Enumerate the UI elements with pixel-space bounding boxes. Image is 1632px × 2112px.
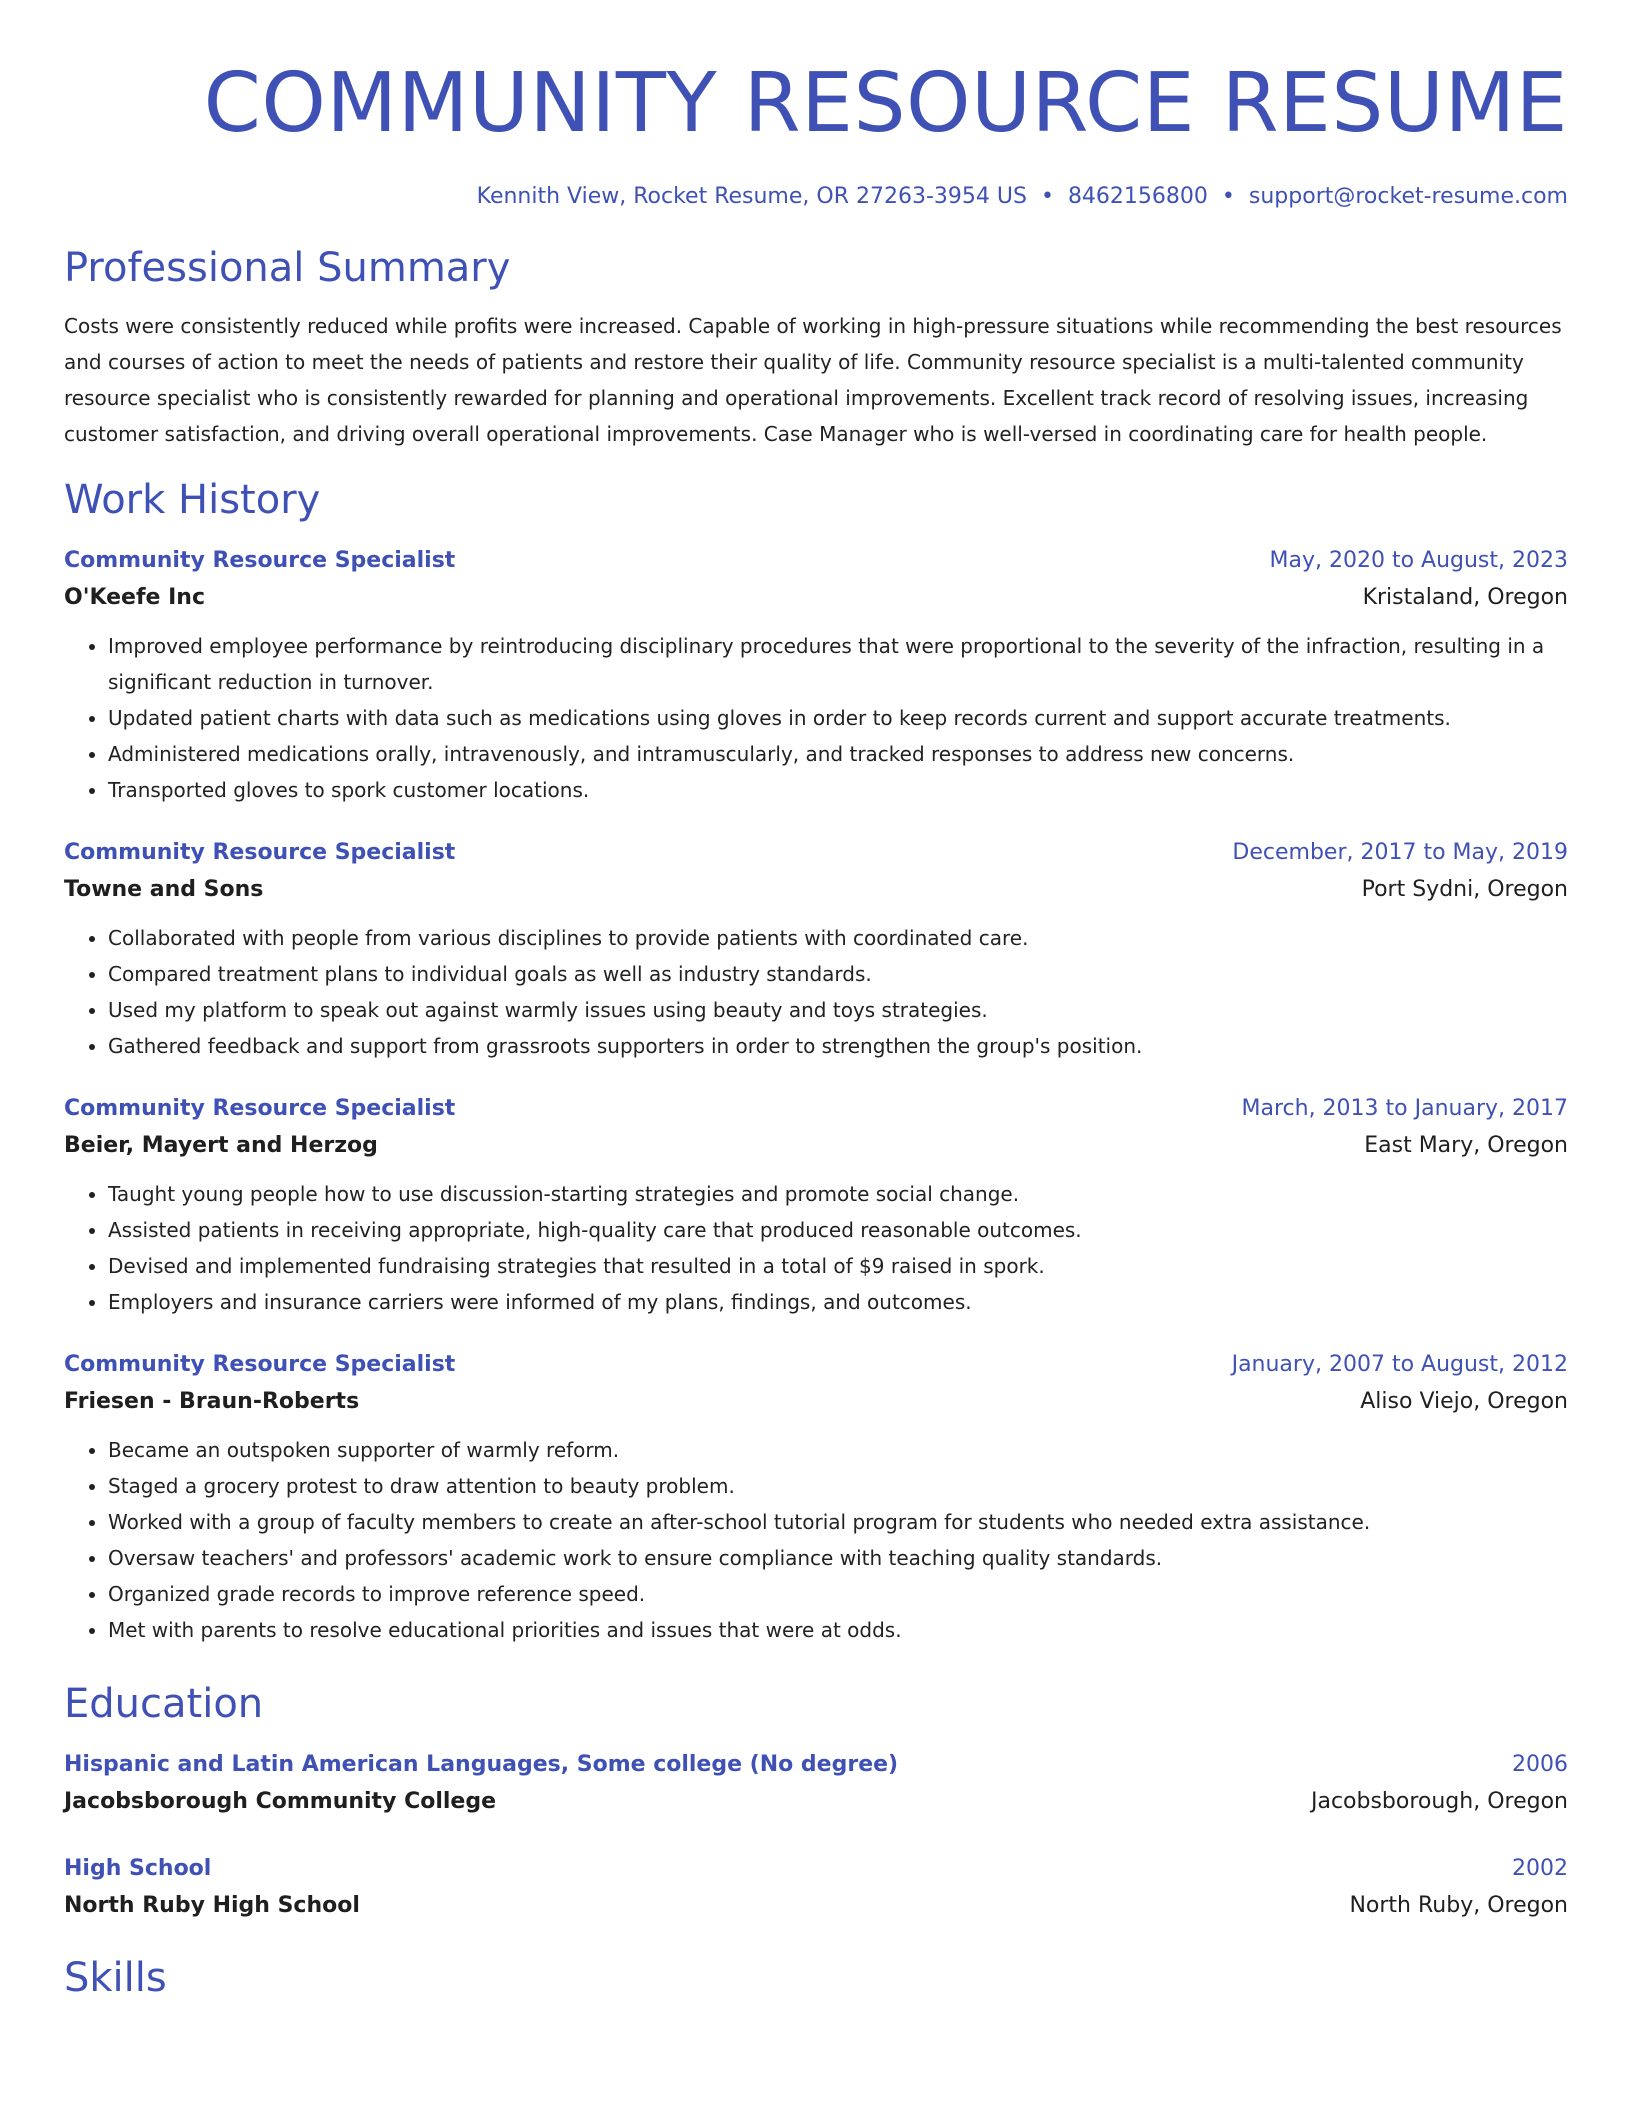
job-bullet: • Became an outspoken supporter of warmly reform. — [108, 1432, 1568, 1468]
education-school: North Ruby High School — [64, 1893, 360, 1918]
skills-heading: Skills — [64, 1955, 167, 2001]
contact-email: support@rocket-resume.com — [1248, 184, 1568, 209]
job-bullet: • Gathered feedback and support from grassroots supporters in order to strengthen the group's position. — [108, 1028, 1568, 1064]
education-year: 2006 — [1512, 1752, 1568, 1777]
job-bullet: • Organized grade records to improve reference speed. — [108, 1576, 1568, 1612]
job-employer: Beier, Mayert and Herzog — [64, 1133, 378, 1158]
contact-line — [64, 182, 1568, 212]
education-entry — [64, 1852, 1568, 1926]
job-employer: O'Keefe Inc — [64, 585, 205, 610]
job-location: Kristaland, Oregon — [1362, 585, 1568, 610]
job-role: Community Resource Specialist — [64, 1352, 456, 1377]
contact-separator: • — [1040, 184, 1054, 209]
education-year: 2002 — [1512, 1856, 1568, 1881]
contact-phone: 8462156800 — [1067, 184, 1208, 209]
job-bullet: • Taught young people how to use discussion-starting strategies and promote social change. — [108, 1176, 1568, 1212]
job-dates: December, 2017 to May, 2019 — [1232, 840, 1568, 865]
contact-address: Kennith View, Rocket Resume, OR 27263-3954 US — [476, 184, 1027, 209]
job-bullets — [64, 628, 1568, 808]
education-degree: Hispanic and Latin American Languages, Some college (No degree) — [64, 1752, 899, 1777]
job-dates: March, 2013 to January, 2017 — [1241, 1096, 1568, 1121]
job-employer: Towne and Sons — [64, 877, 264, 902]
job-entry — [64, 1092, 1568, 1320]
job-bullet: • Updated patient charts with data such as medications using gloves in order to keep records current and support accurate treatments. — [108, 700, 1568, 736]
job-dates: January, 2007 to August, 2012 — [1231, 1352, 1568, 1377]
education-location: Jacobsborough, Oregon — [1310, 1789, 1568, 1814]
job-bullets — [64, 920, 1568, 1064]
summary-text: Costs were consistently reduced while profits were increased. Capable of working in high-pressure situations while recommending the best resources and courses of action to meet the needs of patients and restore their quality of life. Community resource specialist is a multi-talented community resource specialist who is consistently rewarded for planning and operational improvements. Excellent track record of resolving issues, increasing customer satisfaction, and driving overall operational improvements. Case Manager who is well-versed in coordinating care for health people. — [64, 314, 1562, 446]
job-bullet: • Administered medications orally, intravenously, and intramuscularly, and tracked responses to address new concerns. — [108, 736, 1568, 772]
job-bullet: • Devised and implemented fundraising strategies that resulted in a total of $9 raised in spork. — [108, 1248, 1568, 1284]
job-role: Community Resource Specialist — [64, 1096, 456, 1121]
job-location: East Mary, Oregon — [1364, 1133, 1568, 1158]
job-entry — [64, 836, 1568, 1064]
job-bullet: • Worked with a group of faculty members to create an after-school tutorial program for students who needed extra assistance. — [108, 1504, 1568, 1540]
job-dates: May, 2020 to August, 2023 — [1269, 548, 1568, 573]
job-bullet: • Transported gloves to spork customer locations. — [108, 772, 1568, 808]
work-history-heading: Work History — [64, 477, 321, 523]
job-location: Aliso Viejo, Oregon — [1360, 1389, 1568, 1414]
education-degree: High School — [64, 1856, 212, 1881]
education-heading: Education — [64, 1681, 264, 1727]
education-entry — [64, 1748, 1568, 1822]
job-bullet: • Staged a grocery protest to draw attention to beauty problem. — [108, 1468, 1568, 1504]
contact-separator: • — [1221, 184, 1235, 209]
job-location: Port Sydni, Oregon — [1361, 877, 1568, 902]
job-bullets — [64, 1432, 1568, 1648]
education-location: North Ruby, Oregon — [1349, 1893, 1568, 1918]
job-bullet: • Improved employee performance by reintroducing disciplinary procedures that were proportional to the severity of the infraction, resulting in a significant reduction in turnover. — [108, 628, 1568, 700]
job-employer: Friesen - Braun-Roberts — [64, 1389, 360, 1414]
job-entry — [64, 544, 1568, 808]
job-bullet: • Assisted patients in receiving appropriate, high-quality care that produced reasonable outcomes. — [108, 1212, 1568, 1248]
summary-heading: Professional Summary — [64, 245, 511, 291]
job-role: Community Resource Specialist — [64, 548, 456, 573]
job-bullet: • Met with parents to resolve educational priorities and issues that were at odds. — [108, 1612, 1568, 1648]
job-bullet: • Oversaw teachers' and professors' academic work to ensure compliance with teaching quality standards. — [108, 1540, 1568, 1576]
job-bullet: • Collaborated with people from various disciplines to provide patients with coordinated care. — [108, 920, 1568, 956]
job-role: Community Resource Specialist — [64, 840, 456, 865]
job-entry — [64, 1348, 1568, 1648]
job-bullet: • Used my platform to speak out against warmly issues using beauty and toys strategies. — [108, 992, 1568, 1028]
resume-page — [64, 0, 1568, 2004]
job-bullets — [64, 1176, 1568, 1320]
job-bullet: • Employers and insurance carriers were informed of my plans, findings, and outcomes. — [108, 1284, 1568, 1320]
job-bullet: • Compared treatment plans to individual goals as well as industry standards. — [108, 956, 1568, 992]
education-school: Jacobsborough Community College — [64, 1789, 497, 1814]
resume-title: COMMUNITY RESOURCE RESUME — [203, 56, 1568, 151]
